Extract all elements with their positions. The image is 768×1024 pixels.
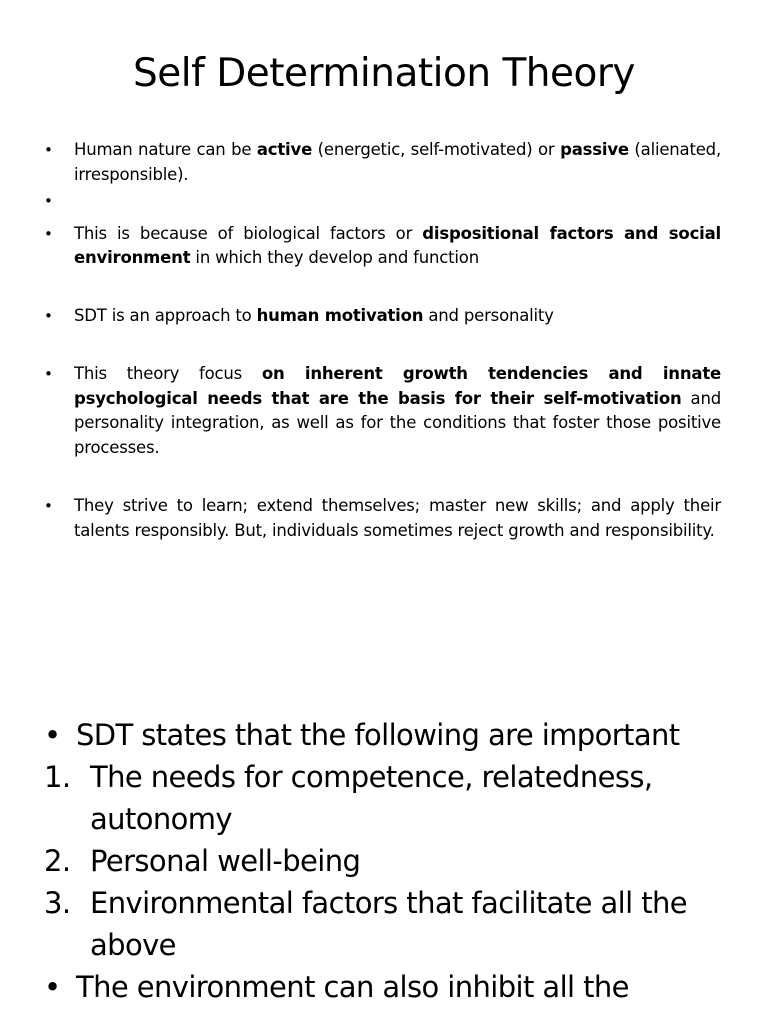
importance-list [0, 714, 768, 1008]
bullet-marker: • [44, 192, 53, 210]
bullet-item [0, 966, 768, 1008]
bullet-marker: • [44, 224, 53, 243]
numbered-item [0, 756, 768, 840]
bullet-text [74, 189, 721, 214]
bold-phrase: passive [560, 140, 629, 159]
item-text: Environmental factors that facilitate all the above [90, 886, 687, 962]
text-run: This theory focus [74, 364, 262, 383]
item-text: The needs for competence, relatedness, autonomy [90, 760, 653, 836]
bullet-marker: • [44, 306, 53, 325]
item-text: SDT states that the following are important [76, 718, 680, 752]
bullet-text [74, 304, 721, 329]
bullet-marker: • [44, 497, 53, 515]
bullet-item [0, 362, 768, 460]
text-run: SDT is an approach to [74, 305, 257, 325]
page-title: Self Determination Theory [133, 51, 635, 96]
bullet-marker: • [44, 141, 53, 159]
bullet-item [0, 714, 768, 756]
bullet-text [74, 494, 721, 543]
item-text: Personal well-being [90, 844, 361, 878]
text-run: and personality [423, 305, 554, 325]
item-number: 2. [44, 844, 71, 878]
text-run: (alienated, irresponsible). [74, 140, 722, 184]
bold-phrase: active [256, 140, 313, 159]
bullet-item [0, 494, 768, 543]
item-number: 3. [44, 886, 71, 920]
bullet-list [0, 138, 768, 543]
numbered-item [0, 840, 768, 882]
bullet-marker: • [44, 970, 61, 1004]
bullet-marker: • [44, 718, 61, 752]
text-run: Human nature can be [74, 140, 257, 159]
bold-phrase: on inherent growth tendencies and innate psychological needs that are the basis for their self-motivation [74, 364, 721, 408]
bullet-text [74, 362, 721, 460]
text-run: in which they develop and function [190, 248, 479, 267]
text-run: This is because of biological factors or [74, 223, 423, 243]
bullet-item [0, 189, 768, 214]
bullet-text [74, 222, 721, 271]
item-text: The environment can also inhibit all the [76, 970, 629, 1004]
bullet-marker: • [44, 365, 53, 383]
bullet-item [0, 304, 768, 329]
bold-phrase: dispositional factors and social environment [74, 223, 721, 267]
bullet-item [0, 222, 768, 271]
numbered-item [0, 882, 768, 966]
text-run: (energetic, self-motivated) or [312, 140, 561, 159]
bullet-text [74, 138, 721, 187]
text-run: and personality integration, as well as for the conditions that foster those positive processes. [74, 388, 721, 457]
bold-phrase: human motivation [256, 305, 424, 325]
item-number: 1. [44, 760, 71, 794]
bullet-item [0, 138, 768, 187]
text-run: They strive to learn; extend themselves; master new skills; and apply their talents responsibly. But, individuals sometimes reject growth and responsibility. [74, 496, 721, 540]
